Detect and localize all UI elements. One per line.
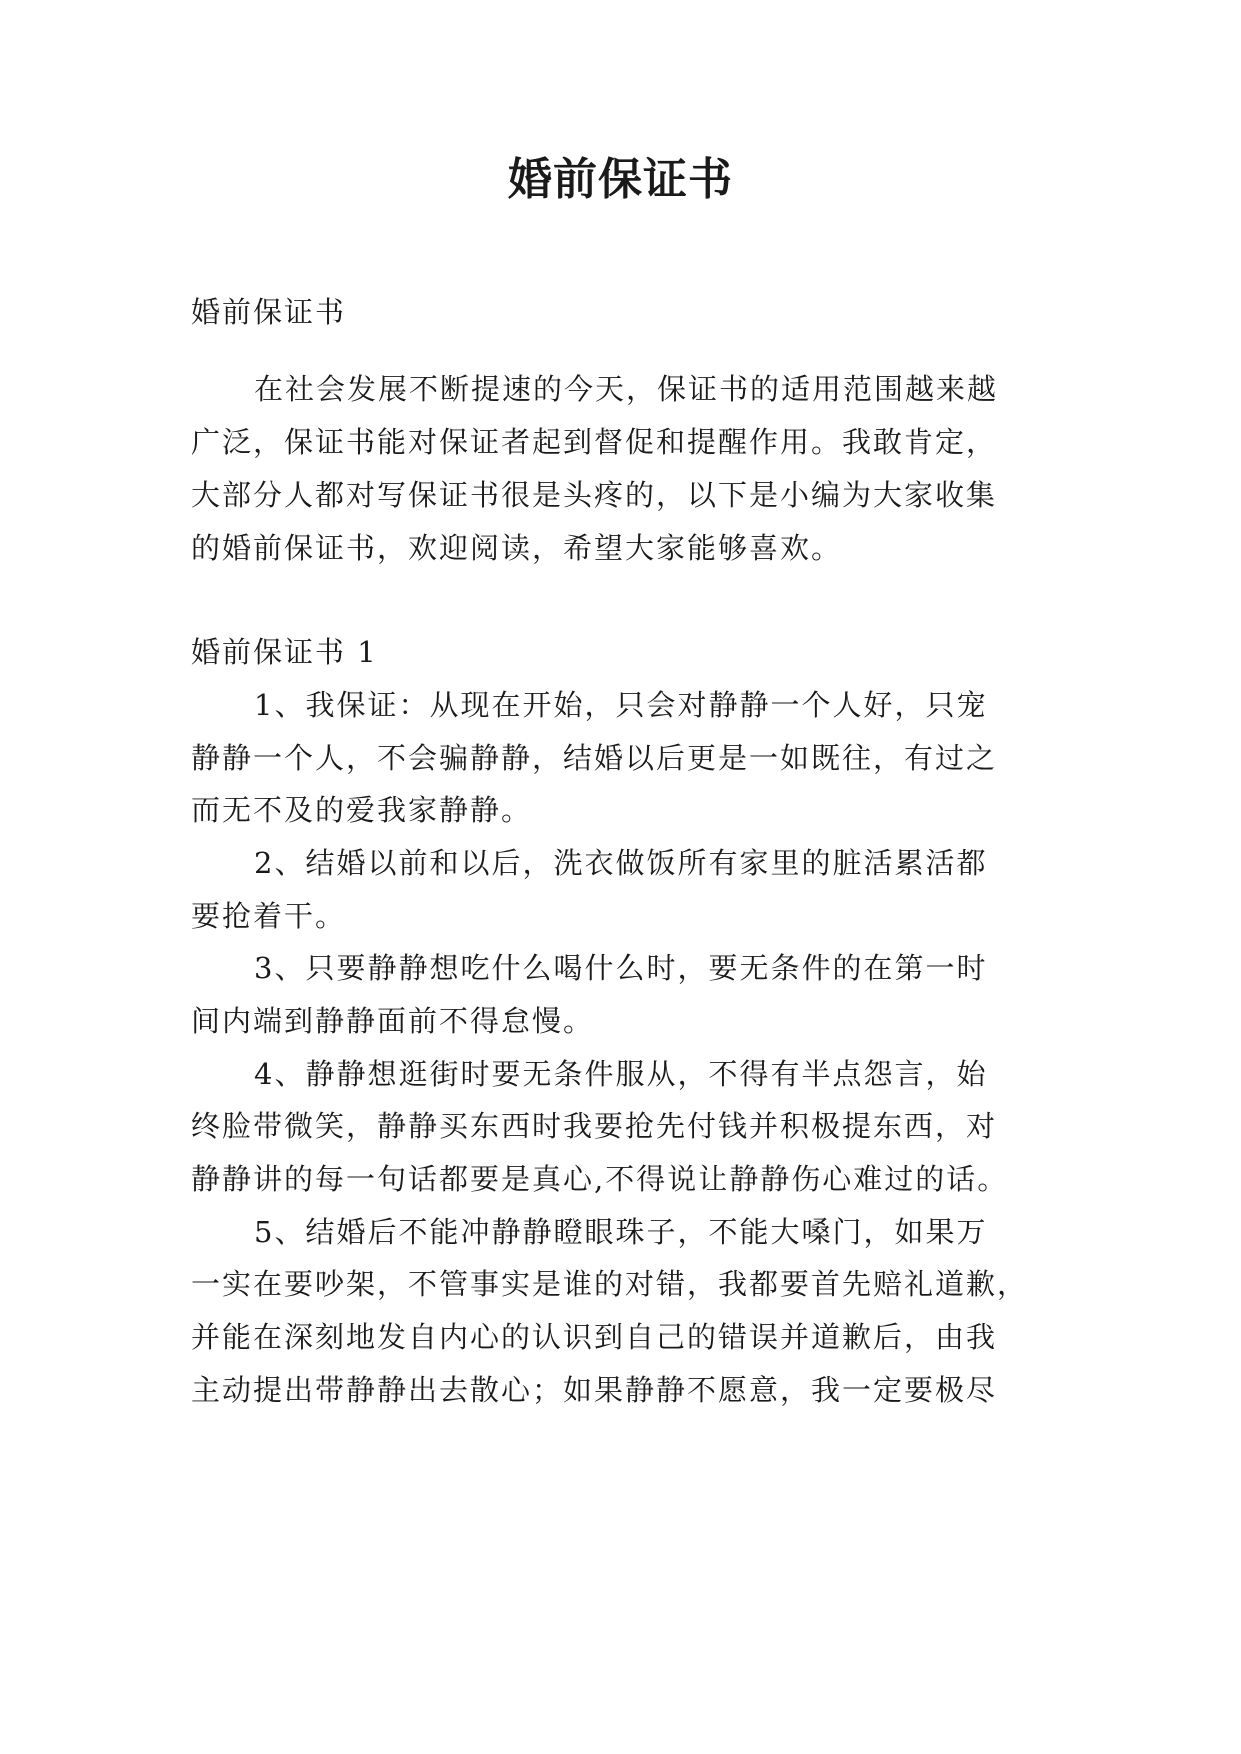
intro-line: 的婚前保证书，欢迎阅读，希望大家能够喜欢。 <box>191 531 843 565</box>
intro-line: 在社会发展不断提速的今天，保证书的适用范围越来越 <box>254 372 999 406</box>
intro-line: 广泛，保证书能对保证者起到督促和提醒作用。我敢肯定， <box>191 425 998 459</box>
item-line: 5、结婚后不能冲静静瞪眼珠子，不能大嗓门，如果万 <box>254 1215 988 1249</box>
document-title: 婚前保证书 <box>508 154 733 205</box>
item-line: 静静讲的每一句话都要是真心,不得说让静静伤心难过的话。 <box>191 1162 1009 1196</box>
item-line: 1、我保证：从现在开始，只会对静静一个人好，只宠 <box>254 688 988 722</box>
item-line: 要抢着干。 <box>191 899 347 933</box>
item-line: 并能在深刻地发自内心的认识到自己的错误并道歉后，由我 <box>191 1320 998 1354</box>
item-line: 2、结婚以前和以后，洗衣做饭所有家里的脏活累活都 <box>254 846 988 880</box>
item-line: 主动提出带静静出去散心；如果静静不愿意，我一定要极尽 <box>191 1373 998 1407</box>
item-line: 而无不及的爱我家静静。 <box>191 793 533 827</box>
item-line: 终脸带微笑，静静买东西时我要抢先付钱并积极提东西，对 <box>191 1109 998 1143</box>
document-subtitle: 婚前保证书 <box>191 295 347 329</box>
item-line: 静静一个人，不会骗静静，结婚以后更是一如既往，有过之 <box>191 741 998 775</box>
item-line: 3、只要静静想吃什么喝什么时，要无条件的在第一时 <box>254 951 988 985</box>
item-line: 4、静静想逛街时要无条件服从，不得有半点怨言，始 <box>254 1057 988 1091</box>
item-line: 一实在要吵架，不管事实是谁的对错，我都要首先赔礼道歉， <box>191 1267 1029 1301</box>
item-line: 间内端到静静面前不得怠慢。 <box>191 1004 595 1038</box>
section-heading: 婚前保证书 1 <box>191 635 378 669</box>
intro-line: 大部分人都对写保证书很是头疼的，以下是小编为大家收集 <box>191 478 998 512</box>
